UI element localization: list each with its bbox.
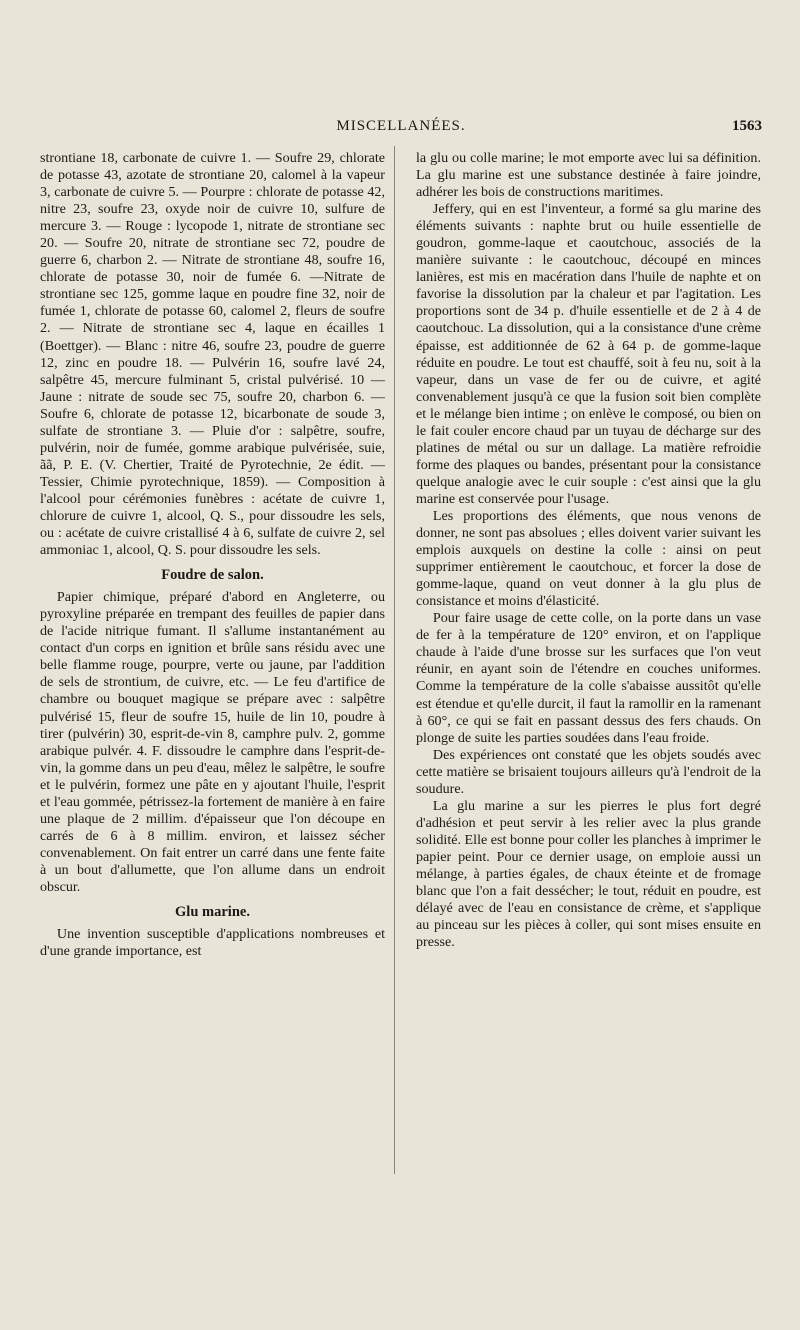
page-number: 1563: [732, 118, 762, 134]
right-column: [416, 150, 761, 951]
running-title: MISCELLANÉES.: [336, 118, 466, 134]
paragraph: Une invention susceptible d'applications nombreuses et d'une grande importance, est: [40, 926, 385, 960]
paragraph: Des expériences ont constaté que les objets soudés avec cette matière se brisaient toujours ailleurs qu'à l'endroit de la soudure.: [416, 746, 761, 797]
page-header: [40, 118, 762, 142]
paragraph: Pour faire usage de cette colle, on la porte dans un vase de fer à la température de 120° environ, et on l'applique chaude à l'aide d'une brosse sur les surfaces que l'on veut réunir, en ayant soin de l'étendre en couches uniformes. Comme la température de la colle s'abaisse aussitôt qu'elle est étendue et qu'elle durcit, il faut la ramollir en la ramenant à 60°, ce qui se fait en passant dessus des fers chauds. On plonge de suite les parties soudées dans l'eau froide.: [416, 610, 761, 746]
paragraph: Papier chimique, préparé d'abord en Angleterre, ou pyroxyline préparée en trempant des feuilles de papier dans de l'acide nitrique fumant. Il s'allume instantanément au contact d'un corps en ignition et brûle sans résidu avec une belle flamme rouge, pourpre, verte ou jaune, par l'addition de sels de strontium, de cuivre, etc. — Le feu d'artifice de chambre ou bouquet magique se prépare avec : salpêtre pulvérisé 15, fleur de soufre 15, huile de lin 10, poudre à tirer (pulvérin) 30, esprit-de-vin 8, camphre pulv. 2, gomme arabique pulvér. 4. F. dissoudre le camphre dans l'esprit-de-vin, la gomme dans un peu d'eau, mêlez le salpêtre, le soufre et le pulvérin, formez une pâte en y ajoutant l'huile, l'esprit et l'eau gommée, pétrissez-la fortement de manière à en faire une plaque de 2 millim. d'épaisseur que l'on découpe en carrés de 6 à 8 millim. environ, et laissez sécher convenablement. On fait entrer un carré dans une fente faite à un bout d'allumette, que l'on allume dans un endroit obscur.: [40, 589, 385, 895]
section-heading: Foudre de salon.: [161, 567, 264, 584]
paragraph: la glu ou colle marine; le mot emporte avec lui sa définition. La glu marine est une substance destinée à faire joindre, adhérer les bois de constructions maritimes.: [416, 150, 761, 201]
paragraph: Jeffery, qui en est l'inventeur, a formé sa glu marine des éléments suivants : naphte brut ou huile essentielle de goudron, gomme-laque et caoutchouc, associés de la manière suivante : le caoutchouc, découpé en minces lanières, est mis en macération dans l'huile de naphte et on favorise la dissolution par la chaleur et par l'agitation. Les proportions sont de 34 p. d'huile essentielle et de 2 à 4 de caoutchouc. La dissolution, qui a la consistance d'une crème épaisse, est additionnée de 62 à 64 p. de gomme-laque réduite en poudre. Le tout est chauffé, soit à feu nu, soit à la vapeur, dans un vase de fer ou de cuivre, et agité convenablement jusqu'à ce que la fusion soit bien complète et le mélange bien intime ; on enlève le composé, ou bien on le fait couler encore chaud par un tuyau de décharge sur des platines de métal ou sur un dallage. La matière refroidie forme des plaques ou bandes, présentant pour la consistance quelque analogie avec le cuir souple : c'est ainsi que la glu marine est conservée pour l'usage.: [416, 201, 761, 507]
paragraph: Les proportions des éléments, que nous venons de donner, ne sont pas absolues ; elles doivent varier suivant les emplois auxquels on destine la colle : ainsi on peut supprimer entièrement le caoutchouc, et forcer la dose de gomme-laque, quand on veut donner à la glu plus de consistance et moins d'élasticité.: [416, 507, 761, 610]
section-heading: Glu marine.: [175, 904, 250, 921]
column-divider: [394, 146, 395, 1174]
paragraph: strontiane 18, carbonate de cuivre 1. — Soufre 29, chlorate de potasse 43, azotate de strontiane 20, calomel à la vapeur 3, carbonate de cuivre 5. — Pourpre : chlorate de potasse 42, nitre 23, soufre 23, oxyde noir de cuivre 10, sulfure de mercure 3. — Rouge : lycopode 1, nitrate de strontiane sec 20. — Soufre 20, nitrate de strontiane sec 72, poudre de guerre 6, charbon 2. — Nitrate de strontiane 48, soufre 16, chlorate de potasse 30, noir de fumée 6. —Nitrate de strontiane sec 125, gomme laque en poudre fine 32, noir de fumée 1, chlorate de potasse 60, calomel 2, fleurs de soufre 2. — Nitrate de strontiane sec 4, laque en écailles 1 (Boettger). — Blanc : nitre 46, soufre 23, poudre de guerre 12, zinc en poudre 18. — Pulvérin 16, soufre lavé 24, salpêtre 45, mercure fulminant 5, cristal pulvérisé. 10 — Jaune : nitrate de soude sec 75, soufre 20, charbon 6. — Soufre 6, chlorate de potasse 12, bicarbonate de soude 3, sulfate de strontiane 3. — Pluie d'or : salpêtre, soufre, pulvérin, noir de fumée, gomme arabique pulvérisée, suie, ãã, P. E. (V. Chertier, Traité de Pyrotechnie, 2e édit. — Tessier, Chimie pyrotechnique, 1859). — Composition à l'alcool pour cérémonies funèbres : acétate de cuivre 1, chlorure de cuivre 1, alcool, Q. S., pour dissoudre les sels, ou : acétate de cuivre cristallisé 4 à 6, sulfate de cuivre 2, sel ammoniac 1, alcool, Q. S. pour dissoudre les sels.: [40, 150, 385, 559]
paragraph: La glu marine a sur les pierres le plus fort degré d'adhésion et peut servir à les relier avec la plus grande solidité. Elle est bonne pour coller les planches à imprimer le papier peint. Pour ce dernier usage, on emploie aussi un mélange, à parties égales, de chaux éteinte et de fromage blanc que l'on a fait dessécher; le tout, réduit en poudre, est délayé avec de l'eau en consistance de crème, et s'applique au pinceau sur les pièces à coller, qui sont mises ensuite en presse.: [416, 797, 761, 951]
left-column: [40, 150, 385, 960]
